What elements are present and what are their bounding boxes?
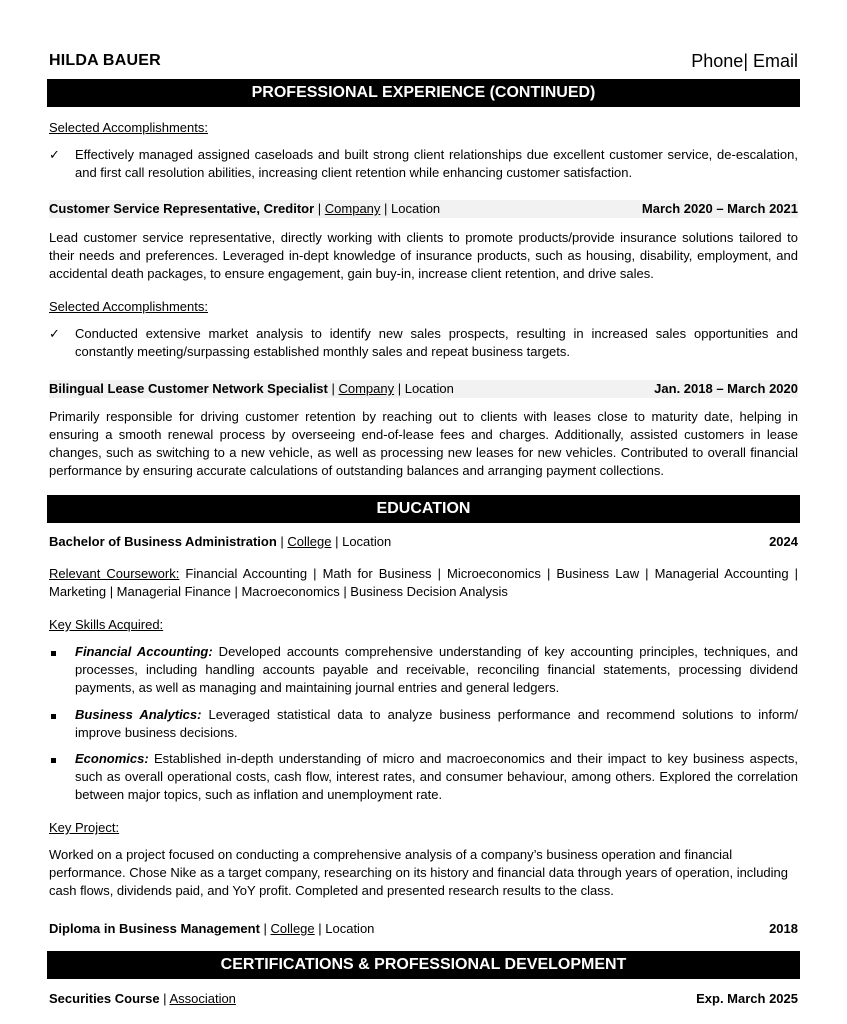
exp2-dates: Jan. 2018 – March 2020 [654, 381, 798, 396]
edu1-location: Location [342, 534, 392, 549]
edu2-degree-line: Diploma in Business Management | College | Location 2018 [49, 921, 798, 936]
section-header-certifications: CERTIFICATIONS & PROFESSIONAL DEVELOPMENT [47, 951, 800, 979]
key-project-label: Key Project: [49, 820, 120, 835]
cert1-line: Securities Course | Association Exp. March 2025 [49, 991, 798, 1006]
section-header-experience: PROFESSIONAL EXPERIENCE (CONTINUED) [47, 79, 800, 107]
exp0-accomplishment-item [49, 146, 798, 182]
edu1-coursework [49, 565, 798, 601]
skill-name: Financial Accounting: [75, 644, 213, 659]
candidate-name: HILDA BAUER [49, 52, 161, 69]
resume-header [49, 50, 798, 72]
exp1-accomplishment-item [49, 325, 798, 361]
exp0-accomplishment-text: Effectively managed assigned caseloads and built strong client relationships due excellent customer service, de-escalation, and first call resolution abilities, increasing client retention while enhancing customer satisfaction. [75, 147, 798, 180]
section-header-education: EDUCATION [47, 495, 800, 523]
key-skills-label: Key Skills Acquired: [49, 617, 164, 632]
cert1-org: Association [169, 991, 236, 1006]
coursework-list: Financial Accounting | Math for Business | Microeconomics | Business Law | Managerial Accounting | Marketing | Managerial Finance | Macroeconomics | Business Decision Analysis [49, 566, 798, 599]
exp0-accomplishments-label: Selected Accomplishments: [49, 120, 208, 135]
exp2-title: Bilingual Lease Customer Network Specialist [49, 381, 328, 396]
exp2-location: Location [404, 381, 454, 396]
cert1-name: Securities Course [49, 991, 160, 1006]
edu1-school: College [287, 534, 332, 549]
exp2-company: Company [338, 381, 395, 396]
skill-name: Business Analytics: [75, 707, 202, 722]
exp1-company: Company [324, 201, 381, 216]
bullet-square-icon [51, 758, 56, 763]
edu1-year: 2024 [769, 534, 798, 549]
skill-item [49, 706, 798, 742]
skill-description: Leveraged statistical data to analyze business performance and recommend solutions to inform/ improve business decisions. [75, 707, 799, 740]
exp1-description: Lead customer service representative, directly working with clients to promote products/provide insurance solutions tailored to their needs and preferences. Leveraged in-dept knowledge of insurance products, such as housing, disability, employment, and accidental death packages, to ensure engagement, gain buy-in, increase client retention, and drive sales. [49, 230, 798, 281]
edu1-degree-line: Bachelor of Business Administration | College | Location 2024 [49, 534, 798, 549]
skill-name: Economics: [75, 751, 149, 766]
checkmark-icon: ✓ [49, 147, 60, 162]
edu2-year: 2018 [769, 921, 798, 936]
skill-description: Established in-depth understanding of micro and macroeconomics and their impact to key business aspects, such as overall operational costs, cash flow, interest rates, and consumer behaviour, among others. Explored the correlation between major topics, such as inflation and unemployment rate. [75, 751, 798, 802]
exp1-role-line: Customer Service Representative, Creditor | Company | Location March 2020 – March 2021 [49, 201, 798, 216]
edu1-degree: Bachelor of Business Administration [49, 534, 277, 549]
bullet-square-icon [51, 651, 56, 656]
skill-item [49, 643, 798, 697]
edu2-school: College [270, 921, 315, 936]
contact-info: Phone| Email [691, 50, 798, 71]
exp1-dates: March 2020 – March 2021 [641, 201, 798, 216]
exp1-accomplishment-text: Conducted extensive market analysis to identify new sales prospects, resulting in increased sales opportunities and constantly meeting/surpassing established monthly sales and repeat business targets. [75, 326, 798, 359]
exp1-title: Customer Service Representative, Creditor [49, 201, 315, 216]
edu2-location: Location [325, 921, 375, 936]
exp1-accomplishments-label: Selected Accomplishments: [49, 299, 208, 314]
cert1-date: Exp. March 2025 [696, 991, 798, 1006]
edu2-degree: Diploma in Business Management [49, 921, 260, 936]
coursework-label: Relevant Coursework: [49, 566, 180, 581]
skill-item [49, 750, 798, 804]
exp1-location: Location [391, 201, 441, 216]
checkmark-icon: ✓ [49, 326, 60, 341]
exp2-description: Primarily responsible for driving customer retention by reaching out to clients with leases close to maturity date, helping in ensuring a smooth renewal process by overseeing end-of-lease fees and charges. Additionally, assisted customers in lease changes, such as switching to a new vehicle, as well as processing new leases for new vehicles. Contributed to overall financial performance by ensuring accurate calculations of outstanding balances and arranging payment collections. [49, 409, 798, 478]
bullet-square-icon [51, 714, 56, 719]
key-project-description: Worked on a project focused on conducting a comprehensive analysis of a company’s business operation and financial performance. Chose Nike as a target company, researching on its history and financial data through years of operation, including cash flows, dividends paid, and YoY profit. Completed and presented research results to the class. [49, 847, 789, 898]
exp2-role-line: Bilingual Lease Customer Network Specialist | Company | Location Jan. 2018 – March 2020 [49, 381, 798, 396]
skill-description: Developed accounts comprehensive understanding of key accounting principles, techniques, and processes, including handling accounts payable and receivable, reconciling financial statements, processing dividend payments, as well as managing and maintaining journal entries and general ledgers. [75, 644, 798, 695]
